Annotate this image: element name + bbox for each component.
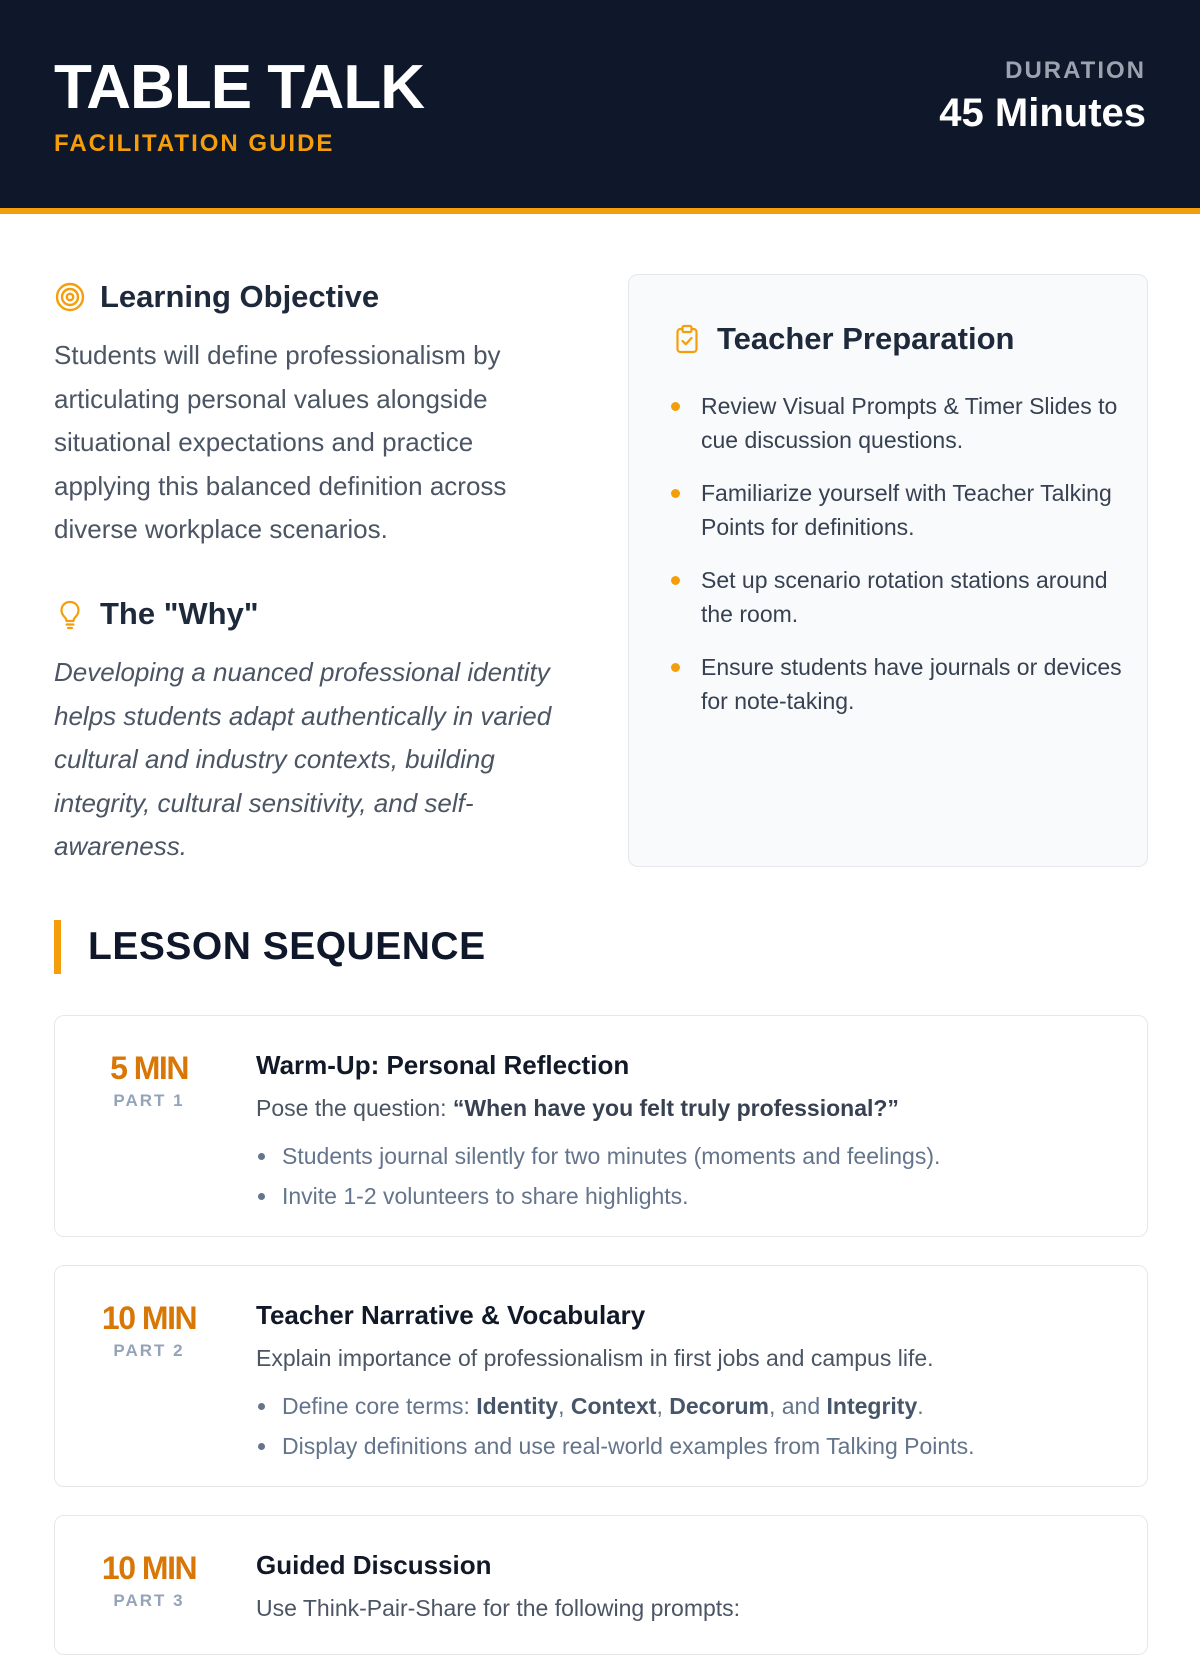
step-intro-prefix: Pose the question: — [256, 1095, 453, 1121]
page-header — [0, 0, 1200, 214]
terms-prefix: Define core terms: — [282, 1393, 477, 1419]
term-separator: , and — [768, 1393, 827, 1419]
step-time: 10 MIN — [101, 1550, 197, 1586]
lesson-step-2 — [54, 1265, 1148, 1487]
list-item: Set up scenario rotation stations around the room. — [661, 563, 1131, 631]
term-separator: , — [558, 1393, 571, 1419]
page-subtitle: FACILITATION GUIDE — [54, 130, 335, 157]
step-part: PART 3 — [113, 1591, 185, 1610]
step-intro: Explain importance of professionalism in first jobs and campus life. — [256, 1345, 934, 1371]
duration-value: 45 Minutes — [939, 91, 1146, 135]
duration-label: DURATION — [1005, 57, 1146, 84]
step-intro — [256, 1092, 899, 1124]
term-end: . — [917, 1393, 924, 1419]
list-item: Display definitions and use real-world examples from Talking Points. — [256, 1426, 974, 1466]
step-time: 10 MIN — [101, 1300, 197, 1336]
list-item: Students journal silently for two minutes (moments and feelings). — [256, 1136, 940, 1176]
step-intro: Use Think-Pair-Share for the following prompts: — [256, 1595, 741, 1621]
why-heading-text: The "Why" — [100, 596, 259, 631]
term: Context — [570, 1393, 657, 1419]
list-item — [256, 1386, 974, 1426]
step-title: Guided Discussion — [256, 1550, 492, 1580]
why-heading — [54, 596, 259, 632]
step-title: Warm-Up: Personal Reflection — [256, 1050, 630, 1080]
lesson-sequence-heading: LESSON SEQUENCE — [54, 920, 486, 974]
clipboard-check-icon — [671, 323, 703, 355]
prep-list — [661, 389, 1131, 737]
step-bullets — [256, 1136, 940, 1216]
step-bullets — [256, 1386, 974, 1466]
lesson-step-1 — [54, 1015, 1148, 1237]
prep-heading — [671, 321, 1014, 357]
step-part: PART 2 — [113, 1341, 185, 1360]
step-part: PART 1 — [113, 1091, 185, 1110]
teacher-preparation-card — [628, 274, 1148, 867]
step-time: 5 MIN — [110, 1050, 188, 1086]
list-item: Review Visual Prompts & Timer Slides to cue discussion questions. — [661, 389, 1131, 457]
step-title: Teacher Narrative & Vocabulary — [256, 1300, 646, 1330]
term: Integrity — [826, 1393, 918, 1419]
why-text: Developing a nuanced professional identity helps students adapt authentically in varied cultural and industry contexts, building integrity, cultural sensitivity, and self-awareness. — [54, 657, 552, 861]
prep-heading-text: Teacher Preparation — [717, 321, 1015, 356]
list-item: Familiarize yourself with Teacher Talking Points for definitions. — [661, 476, 1131, 544]
term: Identity — [476, 1393, 559, 1419]
objective-heading — [54, 279, 379, 315]
objective-heading-text: Learning Objective — [100, 279, 380, 314]
term-separator: , — [656, 1393, 670, 1419]
term: Decorum — [669, 1393, 769, 1419]
list-item: Invite 1-2 volunteers to share highlights. — [256, 1176, 940, 1216]
list-item: Ensure students have journals or devices for note-taking. — [661, 650, 1131, 718]
objective-text: Students will define professionalism by articulating personal values alongside situational expectations and practice applying this balanced definition across diverse workplace scenarios. — [54, 340, 507, 544]
lightbulb-icon — [54, 598, 86, 630]
page-title: TABLE TALK — [54, 53, 424, 122]
step-question: “When have you felt truly professional?” — [452, 1095, 899, 1121]
target-icon — [54, 281, 86, 313]
lesson-step-3 — [54, 1515, 1148, 1655]
